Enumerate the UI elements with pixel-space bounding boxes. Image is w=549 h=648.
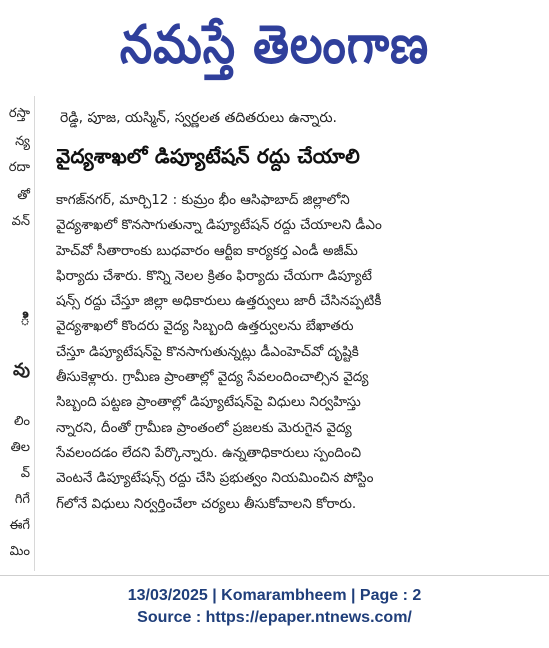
article-line: ఫిర్యాదు చేశారు. కొన్ని నెలల క్రితం ఫిర్యాదు చేయగా డిప్యూటే xyxy=(56,267,372,284)
article-line: వెంటనే డిప్యూటేషన్స్ రద్దు చేసి ప్రభుత్వం నియమించిన పోస్టిం xyxy=(56,470,374,487)
article-line: వైద్యశాఖలో కొనసాగుతున్నా డిప్యూటేషన్ రద్దు చేయాలని డీఎం xyxy=(56,217,382,234)
source-link: Source : https://epaper.ntnews.com/ xyxy=(137,609,412,626)
left-fragment: రదా xyxy=(8,160,30,175)
edition-info: 13/03/2025 | Komarambheem | Page : 2 xyxy=(127,587,422,604)
article xyxy=(50,96,490,571)
left-fragment: గిగే xyxy=(14,492,30,507)
article-line: వైద్యశాఖలో కొందరు వైద్య సిబ్బంది ఉత్తర్వులను బేఖాతరు xyxy=(56,318,354,335)
left-fragment: రస్తా xyxy=(8,106,30,121)
left-fragment: ి xyxy=(20,310,30,330)
left-fragment: వన్ xyxy=(11,214,30,229)
article-line: సేవలందడం లేదని పేర్కొన్నారు. ఉన్నతాధికారులు స్పందించి xyxy=(56,444,362,461)
article-line: చేస్తూ డిప్యూటేషన్‌పై కొనసాగుతున్నట్లు డీఎంహెచ్‌వో దృష్టికి xyxy=(56,343,359,360)
left-fragment: న్య xyxy=(15,134,30,149)
newspaper-masthead xyxy=(0,2,549,86)
article-line: షన్స్ రద్దు చేస్తూ జిల్లా అధికారులు ఉత్తర్వులు జారీ చేసినప్పటికీ xyxy=(56,293,382,310)
left-fragment: ఈగే xyxy=(9,518,30,533)
article-line: గ్‌లోనే విధులు నిర్వర్తించేలా చర్యలు తీసుకోవాలని కోరారు. xyxy=(56,495,357,512)
clipping-footer xyxy=(0,585,549,629)
left-fragment: తో xyxy=(17,188,30,203)
adjacent-column-fragment xyxy=(0,96,35,571)
left-fragment: తిల xyxy=(10,440,30,455)
left-fragment: మిం xyxy=(9,544,30,559)
masthead-title: నమస్తే తెలంగాణ xyxy=(119,12,430,76)
article-line: న్నారని, దీంతో గ్రామీణ ప్రాంతంలో ప్రజలకు మెరుగైన వైద్య xyxy=(56,419,352,436)
article-body xyxy=(56,188,486,517)
article-line: సిబ్బంది పట్టణ ప్రాంతాల్లో డిప్యూటేషన్‌పై విధులు నిర్వహిస్తు xyxy=(56,394,361,411)
article-headline: వైద్యశాఖలో డిప్యూటేషన్ రద్దు చేయాలి xyxy=(56,144,360,168)
left-fragment: లిం xyxy=(13,414,30,429)
article-line: హెచ్‌వో సీతారాంకు బుధవారం ఆర్టీఐ కార్యకర్త ఎండీ అజీమ్ xyxy=(56,242,358,259)
previous-article-line: రెడ్డి, పూజ, యస్మిన్, స్వర్ణలత తదితరులు ఉన్నారు. xyxy=(60,110,338,126)
article-line: తీసుకెళ్లారు. గ్రామీణ ప్రాంతాల్లో వైద్య సేవలందించాల్సిన వైద్య xyxy=(56,369,369,386)
article-line: కాగజ్‌నగర్, మార్చి12 : కుమ్రం భీం ఆసిఫాబాద్ జిల్లాలోని xyxy=(56,192,350,208)
left-fragment: వు xyxy=(13,360,30,380)
left-fragment: వ్ xyxy=(20,466,30,481)
